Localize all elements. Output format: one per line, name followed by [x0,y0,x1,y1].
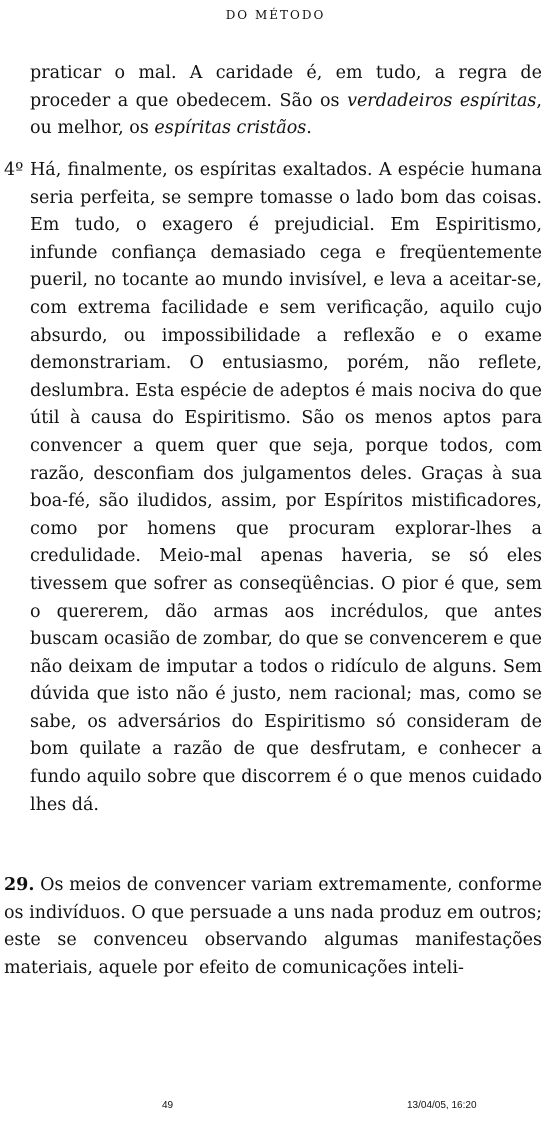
section-text: Os meios de convencer variam extremamente, conforme os indivíduos. O que persuade a uns nada produz em outros; este se convenceu observando algumas manifestações materiais, aquele por efeito de comunicações inteli- [4,875,542,978]
italic-term: verdadeiros espíritas [347,90,537,111]
italic-term: espíritas cristãos [154,118,307,139]
running-head: DO MÉTODO [225,8,326,22]
item-number: 4º [4,160,24,180]
paragraph-text: praticar o mal. A caridade é, em tudo, a regra de proceder a que obedecem. São os [30,63,542,111]
section-number: 29. [4,875,35,895]
paragraph-continued [30,60,542,143]
print-timestamp: 13/04/05, 16:20 [407,1100,477,1111]
page-number: 49 [162,1100,174,1111]
paragraph-text: , ou melhor, os [30,90,542,139]
paragraph-text: . [306,118,312,139]
item-4-paragraph: Há, finalmente, os espíritas exaltados. A espécie humana seria perfeita, se sempre tomasse o lado bom das coisas. Em tudo, o exagero é prejudicial. Em Espiritismo, infunde confiança demasiado cega e freqüentemente pueril, no tocante ao mundo invisível, e leva a aceitar-se, com extrema facilidade e sem verificação, aquilo cujo absurdo, ou impossibilidade a reflexão e o exame demonstrariam. O entusiasmo, porém, não reflete, deslumbra. Esta espécie de adeptos é mais nociva do que útil à causa do Espiritismo. São os menos aptos para convencer a quem quer que seja, porque todos, com razão, desconfiam dos julgamentos deles. Graças à sua boa-fé, são iludidos, assim, por Espíritos mistificadores, como por homens que procuram explorar-lhes a credulidade. Meio-mal apenas haveria, se só eles tivessem que sofrer as conseqüências. O pior é que, sem o quererem, dão armas aos incrédulos, que antes buscam ocasião de zombar, do que se convencerem e que não deixam de imputar a todos o ridículo de alguns. Sem dúvida que isto não é justo, nem racional; mas, como se sabe, os adversários do Espiritismo só consideram de bom quilate a razão de que desfrutam, e conhecer a fundo aquilo sobre que discorrem é o que menos cuidado lhes dá. [30,160,542,815]
section-29-paragraph [4,872,542,982]
